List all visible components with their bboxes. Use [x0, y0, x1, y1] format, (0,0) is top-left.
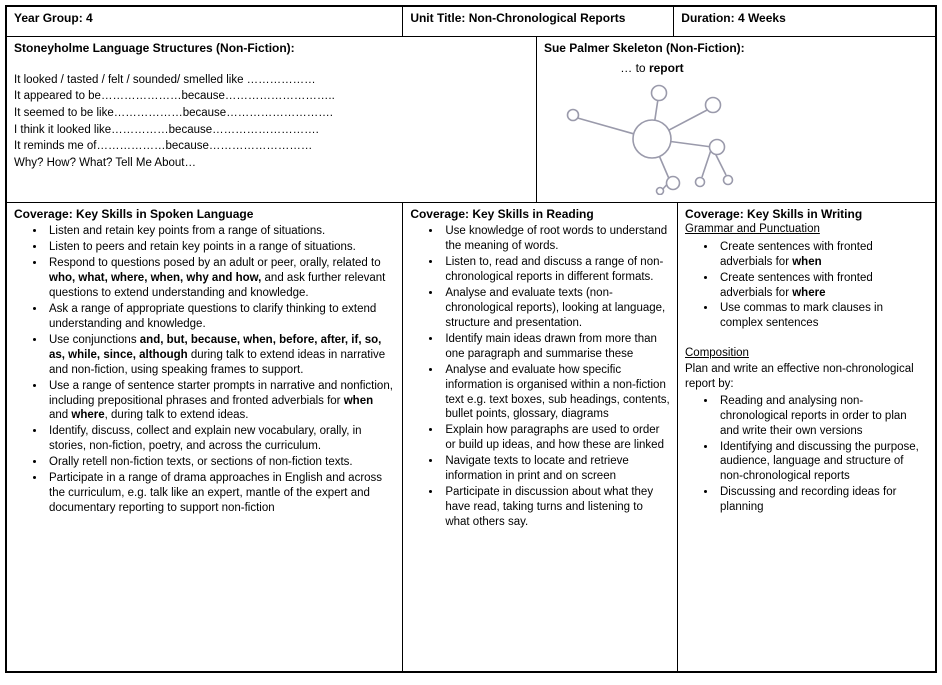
grammar-item: • Create sentences with fronted adverbials for where [717, 271, 928, 301]
language-structure-line: I think it looked like……………because………………………. [14, 123, 319, 136]
coverage-row [7, 202, 935, 671]
reading-item: • Navigate texts to locate and retrieve information in print and on screen [442, 454, 670, 484]
composition-heading: Composition [685, 347, 749, 360]
spoken-language-item: • Respond to questions posed by an adult or peer, orally, related to who, what, where, when, why and how, and ask further relevant questions to extend understanding and knowledge. [46, 256, 395, 301]
composition-item: • Identifying and discussing the purpose, audience, language and structure of non-chronological reports [717, 440, 928, 485]
reading-item: • Listen to, read and discuss a range of non-chronological reports in different formats. [442, 255, 670, 285]
year-group-cell [7, 7, 402, 36]
spoken-language-item: • Ask a range of appropriate questions to clarify thinking to extend understanding and knowledge. [46, 302, 395, 332]
reading-item: • Analyse and evaluate texts (non-chronological reports), looking at language, structure and presentation. [442, 286, 670, 331]
skeleton-title: Sue Palmer Skeleton (Non-Fiction): [543, 41, 745, 55]
spoken-language-title: Coverage: Key Skills in Spoken Language [14, 206, 254, 221]
spoken-language-item: • Use conjunctions and, but, because, when, before, after, if, so, as, while, since, although during talk to extend ideas in narrative and non-fiction, using speaking frames to support. [46, 333, 395, 378]
language-structure-line: It appeared to be…………………because……………………….. [14, 90, 335, 103]
reading-item: • Analyse and evaluate how specific information is organised within a non-fiction text e.g. text boxes, sub headings, contents, bullet points, glossary, diagrams [442, 363, 670, 423]
grammar-item: • Create sentences with fronted adverbials for when [717, 240, 928, 270]
spoken-language-cell [7, 203, 402, 671]
reading-cell [402, 203, 677, 671]
reading-list [410, 224, 670, 530]
language-structures-cell [7, 37, 536, 202]
language-structures-lines [14, 72, 529, 172]
year-group-label: Year Group: 4 [14, 11, 93, 25]
grammar-heading: Grammar and Punctuation [685, 223, 820, 236]
writing-title: Coverage: Key Skills in Writing [685, 206, 863, 221]
grammar-list [685, 240, 928, 332]
composition-item: • Reading and analysing non-chronological reports in order to plan and write their own versions [717, 394, 928, 439]
header-row [7, 7, 935, 36]
reading-item: • Explain how paragraphs are used to order or build up ideas, and how these are linked [442, 423, 670, 453]
unit-title-label: Unit Title: Non-Chronological Reports [410, 11, 626, 25]
duration-cell [673, 7, 935, 36]
skeleton-caption: … to report [620, 60, 684, 75]
reading-item: • Participate in discussion about what they have read, taking turns and listening to what others say. [442, 485, 670, 530]
language-structures-title: Stoneyholme Language Structures (Non-Fiction): [14, 41, 295, 55]
duration-label: Duration: 4 Weeks [681, 11, 786, 25]
composition-item: • Discussing and recording ideas for planning [717, 485, 928, 515]
spoken-language-item: • Use a range of sentence starter prompts in narrative and nonfiction, including prepositional phrases and fronted adverbials for when and where, during talk to extend ideas. [46, 379, 395, 424]
reading-title: Coverage: Key Skills in Reading [410, 206, 594, 221]
composition-intro: Plan and write an effective non-chronological report by: [685, 362, 914, 390]
language-structure-line: It looked / tasted / felt / sounded/ smelled like ……………… [14, 73, 316, 86]
planning-document-table [5, 5, 937, 673]
grammar-item: • Use commas to mark clauses in complex sentences [717, 301, 928, 331]
spoken-language-item: • Listen to peers and retain key points in a range of situations. [46, 240, 395, 255]
language-structure-line: Why? How? What? Tell Me About… [14, 156, 196, 169]
reading-item: • Identify main ideas drawn from more than one paragraph and summarise these [442, 332, 670, 362]
spoken-language-item: • Orally retell non-fiction texts, or sections of non-fiction texts. [46, 455, 395, 470]
spoken-language-item: • Listen and retain key points from a range of situations. [46, 224, 395, 239]
language-structure-line: It seemed to be like………………because………………………. [14, 106, 333, 119]
report-spidergram-diagram [566, 77, 738, 195]
skeleton-figure [562, 61, 742, 198]
skeleton-cell [536, 37, 935, 202]
spoken-language-list [14, 224, 395, 516]
spoken-language-item: • Identify, discuss, collect and explain new vocabulary, orally, in stories, non-fiction, poetry, and across the curriculum. [46, 424, 395, 454]
spoken-language-item: • Participate in a range of drama approaches in English and across the curriculum, e.g. talk like an expert, mantle of the expert and documentary reporting to support non-fiction [46, 471, 395, 516]
unit-title-cell [402, 7, 673, 36]
reading-item: • Use knowledge of root words to understand the meaning of words. [442, 224, 670, 254]
writing-spacer [685, 332, 928, 346]
writing-cell [677, 203, 935, 671]
composition-list [685, 394, 928, 516]
language-structure-line: It reminds me of………………because……………………… [14, 140, 313, 153]
middle-row [7, 36, 935, 202]
